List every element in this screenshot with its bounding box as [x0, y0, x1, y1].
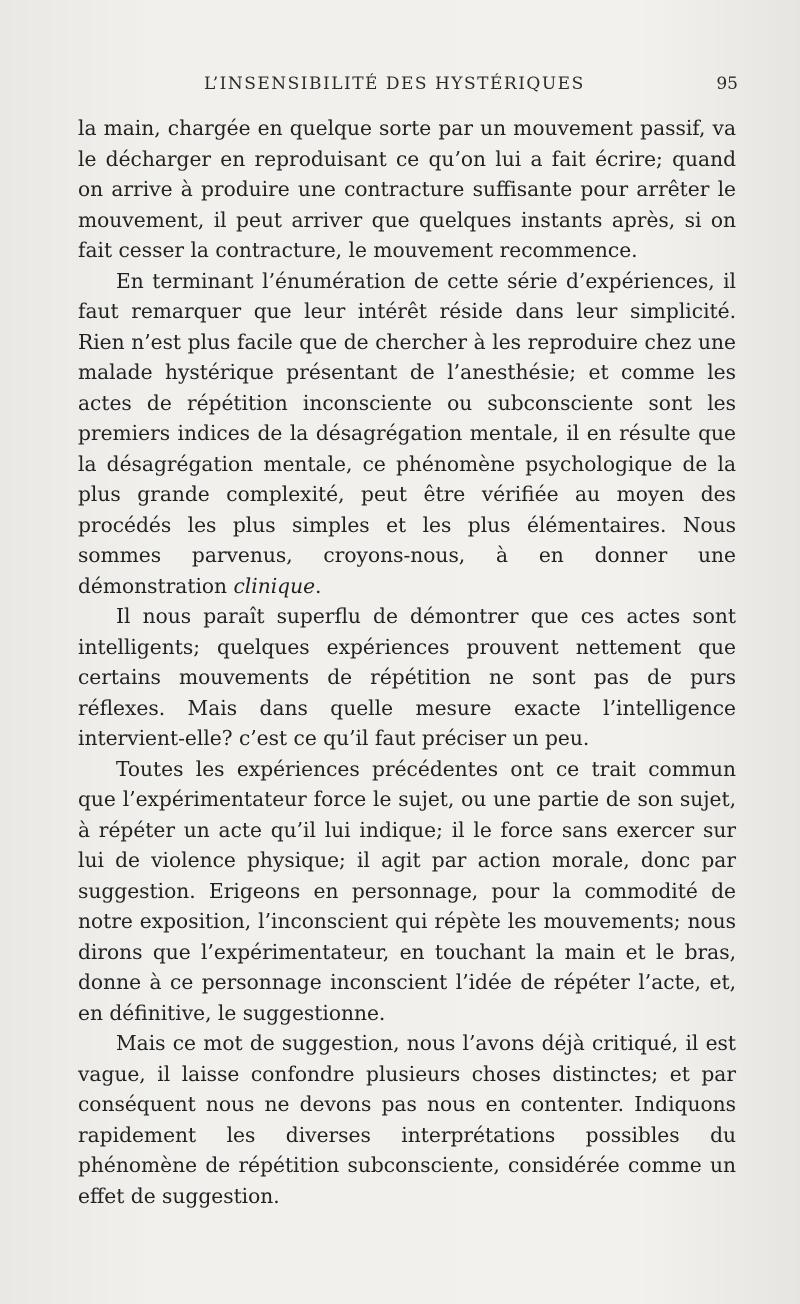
paragraph-text: Il nous paraît superflu de démontrer que ces actes sont intelligents; quelques expériences prouvent nettement que certains mouvements de répétition ne sont pas de purs réflexes. Mais dans quelle mesure exacte l’intelligence intervient-elle? c’est ce qu’il faut préciser un peu.: [78, 604, 736, 750]
emphasis-text: clinique: [233, 573, 316, 598]
paragraph-text: la main, chargée en quelque sorte par un mouvement passif, va le décharger en reproduisant ce qu’on lui a fait écrire; quand on arrive à produire une contracture suffisante pour arrêter le mouvement, il peut arriver que quelques instants après, si on fait cesser la contracture, le mouvement recommence.: [78, 116, 736, 262]
page-body: [78, 113, 736, 1211]
page-number: 95: [716, 74, 738, 94]
paragraph-text: Mais ce mot de suggestion, nous l’avons déjà critiqué, il est vague, il laisse confondre plusieurs choses distinctes; et par conséquent nous ne devons pas nous en contenter. Indiquons rapidement les diverses interprétations possibles du phénomène de répétition subconsciente, considérée comme un effet de suggestion.: [78, 1031, 736, 1208]
paragraph: [78, 601, 736, 754]
running-title: L’INSENSIBILITÉ DES HYSTÉRIQUES: [204, 74, 585, 94]
paragraph-text: En terminant l’énumération de cette série d’expériences, il faut remarquer que leur intérêt réside dans leur simplicité. Rien n’est plus facile que de chercher à les reproduire chez une malade hystérique présentant de l’anesthésie; et comme les actes de répétition inconsciente ou subconsciente sont les premiers indices de la désagrégation mentale, il en résulte que la désagrégation mentale, ce phénomène psychologique de la plus grande complexité, peut être vérifiée au moyen des procédés les plus simples et les plus élémentaires. Nous sommes parvenus, croyons-nous, à en donner une démonstration: [78, 268, 736, 598]
paragraph: [78, 266, 736, 602]
paragraph: [78, 754, 736, 1029]
paragraph: [78, 1028, 736, 1211]
paragraph-tail: .: [315, 573, 322, 598]
paragraph-text: Toutes les expériences précédentes ont ce trait commun que l’expérimentateur force le sujet, ou une partie de son sujet, à répéter un acte qu’il lui indique; il le force sans exercer sur lui de violence physique; il agit par action morale, donc par suggestion. Erigeons en personnage, pour la commodité de notre exposition, l’inconscient qui répète les mouvements; nous dirons que l’expérimentateur, en touchant la main et le bras, donne à ce personnage inconscient l’idée de répéter l’acte, et, en définitive, le suggestionne.: [78, 756, 736, 1025]
paragraph-continuation: [78, 113, 736, 266]
page-header: [78, 74, 738, 102]
